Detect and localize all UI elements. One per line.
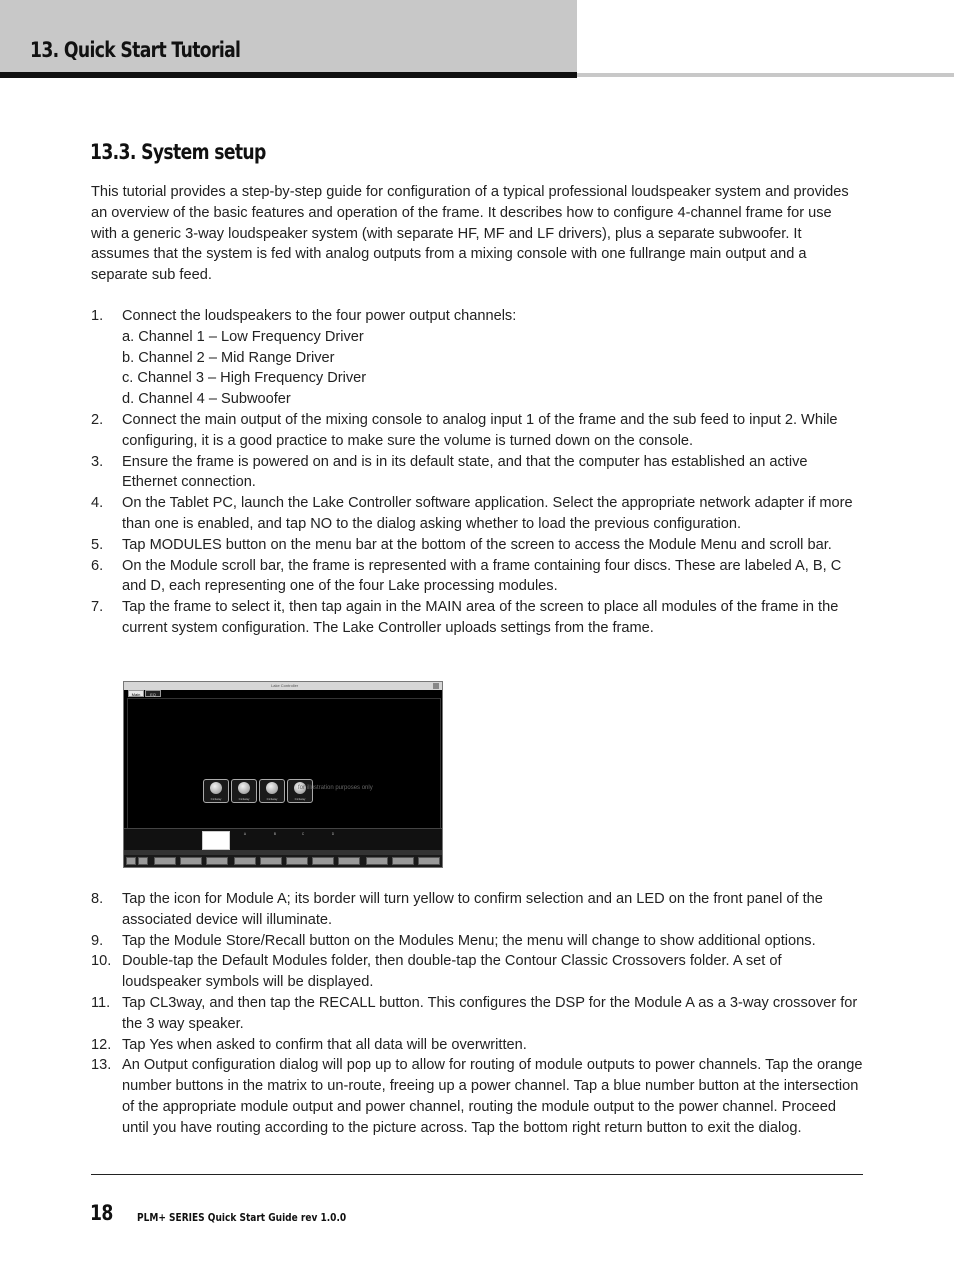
- menu-button: [392, 857, 414, 865]
- channel-letter: C: [301, 832, 305, 836]
- step-number: 4.: [91, 495, 104, 512]
- step-number: 5.: [91, 536, 104, 553]
- disc-icon: [238, 782, 250, 794]
- module-scroll-bar: [124, 828, 442, 851]
- menu-button: [260, 857, 282, 865]
- step-item: [91, 452, 863, 494]
- step-number: 3.: [91, 453, 104, 470]
- page-number: 18: [90, 1201, 113, 1225]
- step-text: Tap Yes when asked to confirm that all data will be overwritten.: [122, 1036, 527, 1053]
- step-item: [91, 993, 863, 1035]
- main-area: [127, 698, 441, 830]
- section-title: 13.3. System setup: [90, 140, 266, 164]
- step-item: [91, 951, 863, 993]
- menu-button: [126, 857, 136, 865]
- menu-button: [312, 857, 334, 865]
- step-text: On the Tablet PC, launch the Lake Controller software application. Select the appropriate network adapter if more than one is enabled, and tap NO to the dialog asking whether to load the previous configuration.: [122, 495, 853, 532]
- window-title: Lake Controller: [271, 683, 299, 688]
- menu-button: [206, 857, 228, 865]
- module-icon: CL3way: [287, 779, 313, 803]
- frame-icon: [202, 831, 230, 850]
- window-titlebar: [124, 682, 442, 690]
- sub-step: b. Channel 2 – Mid Range Driver: [122, 349, 335, 366]
- module-icon: CL3way: [231, 779, 257, 803]
- close-icon: [433, 683, 439, 689]
- menu-button: [418, 857, 440, 865]
- step-text: Tap MODULES button on the menu bar at the bottom of the screen to access the Module Menu and scroll bar.: [122, 536, 832, 553]
- step-item: [91, 493, 863, 535]
- step-text: Ensure the frame is powered on and is in its default state, and that the computer has established an active Ethernet connection.: [122, 453, 808, 491]
- step-number: 2.: [91, 411, 104, 428]
- steps-list-part1: [91, 306, 863, 639]
- step-item: [91, 535, 863, 556]
- disc-icon: [210, 782, 222, 794]
- step-text: Tap the icon for Module A; its border will turn yellow to confirm selection and an LED on the front panel of the associated device will illuminate.: [122, 891, 823, 928]
- step-text: Tap the Module Store/Recall button on the Modules Menu; the menu will change to show additional options.: [122, 932, 816, 949]
- step-text: Tap CL3way, and then tap the RECALL button. This configures the DSP for the Module A as a 3-way crossover for the 3 way speaker.: [122, 994, 858, 1032]
- step-number: 6.: [91, 557, 104, 574]
- menu-button: [138, 857, 148, 865]
- step-item: [91, 1035, 863, 1056]
- footer-rule: [91, 1174, 863, 1175]
- menu-bar: [124, 855, 442, 868]
- step-number: 10.: [91, 953, 112, 970]
- sub-step: a. Channel 1 – Low Frequency Driver: [122, 328, 364, 345]
- step-text: Tap the frame to select it, then tap again in the MAIN area of the screen to place all modules of the frame in the current system configuration. The Lake Controller uploads settings from the frame.: [122, 599, 839, 636]
- sub-step: d. Channel 4 – Subwoofer: [122, 391, 291, 408]
- channel-letter: B: [273, 832, 277, 836]
- tab-main: Main: [128, 690, 144, 697]
- chapter-title: 13. Quick Start Tutorial: [30, 38, 241, 62]
- module-icon: CL3way: [259, 779, 285, 803]
- step-item: [91, 1055, 863, 1138]
- menu-button: [286, 857, 308, 865]
- step-text: An Output configuration dialog will pop up to allow for routing of module outputs to power channels. Tap the orange number buttons in the matrix to un-route, freeing up a power channel. Tap a blue number button at the intersection of the appropriate module output and power channel, routing the module output to the power channel. Proceed until you have routing according to the picture across. Tap the bottom right return button to exit the dialog.: [122, 1057, 863, 1136]
- disc-icon: [266, 782, 278, 794]
- step-number: 1.: [91, 308, 104, 324]
- menu-button: [180, 857, 202, 865]
- step-item: [91, 889, 863, 931]
- sub-step: c. Channel 3 – High Frequency Driver: [122, 370, 367, 387]
- channel-letter: D: [331, 832, 335, 836]
- intro-paragraph: This tutorial provides a step-by-step guide for configuration of a typical professional loudspeaker system and provides an overview of the basic features and operation of the frame. It describes how to configure 4-channel frame for use with a generic 3-way loudspeaker system (with separate HF, MF and LF drivers), plus a separate subwoofer. It assumes that the system is fed with analog outputs from a mixing console with one fullrange main output and a separate sub feed.: [91, 184, 849, 284]
- steps-list-part2: [91, 889, 863, 1139]
- step-text: Double-tap the Default Modules folder, then double-tap the Contour Classic Crossovers folder. A set of loudspeaker symbols will be displayed.: [122, 953, 782, 991]
- tab-eq: EQ: [145, 690, 161, 697]
- step-item: [91, 306, 863, 410]
- menu-button: [338, 857, 360, 865]
- step-number: 8.: [91, 891, 104, 907]
- step-item: [91, 597, 863, 639]
- header-rule-light: [577, 73, 954, 77]
- menu-button: [234, 857, 256, 865]
- module-icon: CL3way: [203, 779, 229, 803]
- step-item: [91, 931, 863, 952]
- menu-button: [154, 857, 176, 865]
- menu-button: [366, 857, 388, 865]
- step-number: 9.: [91, 932, 104, 949]
- step-text: Connect the main output of the mixing console to analog input 1 of the frame and the sub feed to input 2. While configuring, it is a good practice to make sure the volume is turned down on the console.: [122, 411, 838, 449]
- step-text: Connect the loudspeakers to the four power output channels:: [122, 308, 517, 324]
- watermark: for illustration purposes only: [298, 785, 373, 791]
- step-item: [91, 556, 863, 598]
- step-text: On the Module scroll bar, the frame is represented with a frame containing four discs. These are labeled A, B, C and D, each representing one of the four Lake processing modules.: [122, 557, 842, 595]
- header-rule: [0, 72, 577, 78]
- step-item: [91, 410, 863, 452]
- step-number: 11.: [91, 994, 111, 1011]
- channel-letter: A: [243, 832, 247, 836]
- footer-label: PLM+ SERIES Quick Start Guide rev 1.0.0: [137, 1211, 347, 1224]
- lake-controller-screenshot: [123, 681, 443, 868]
- step-number: 12.: [91, 1036, 112, 1053]
- step-number: 7.: [91, 599, 104, 616]
- step-number: 13.: [91, 1057, 112, 1074]
